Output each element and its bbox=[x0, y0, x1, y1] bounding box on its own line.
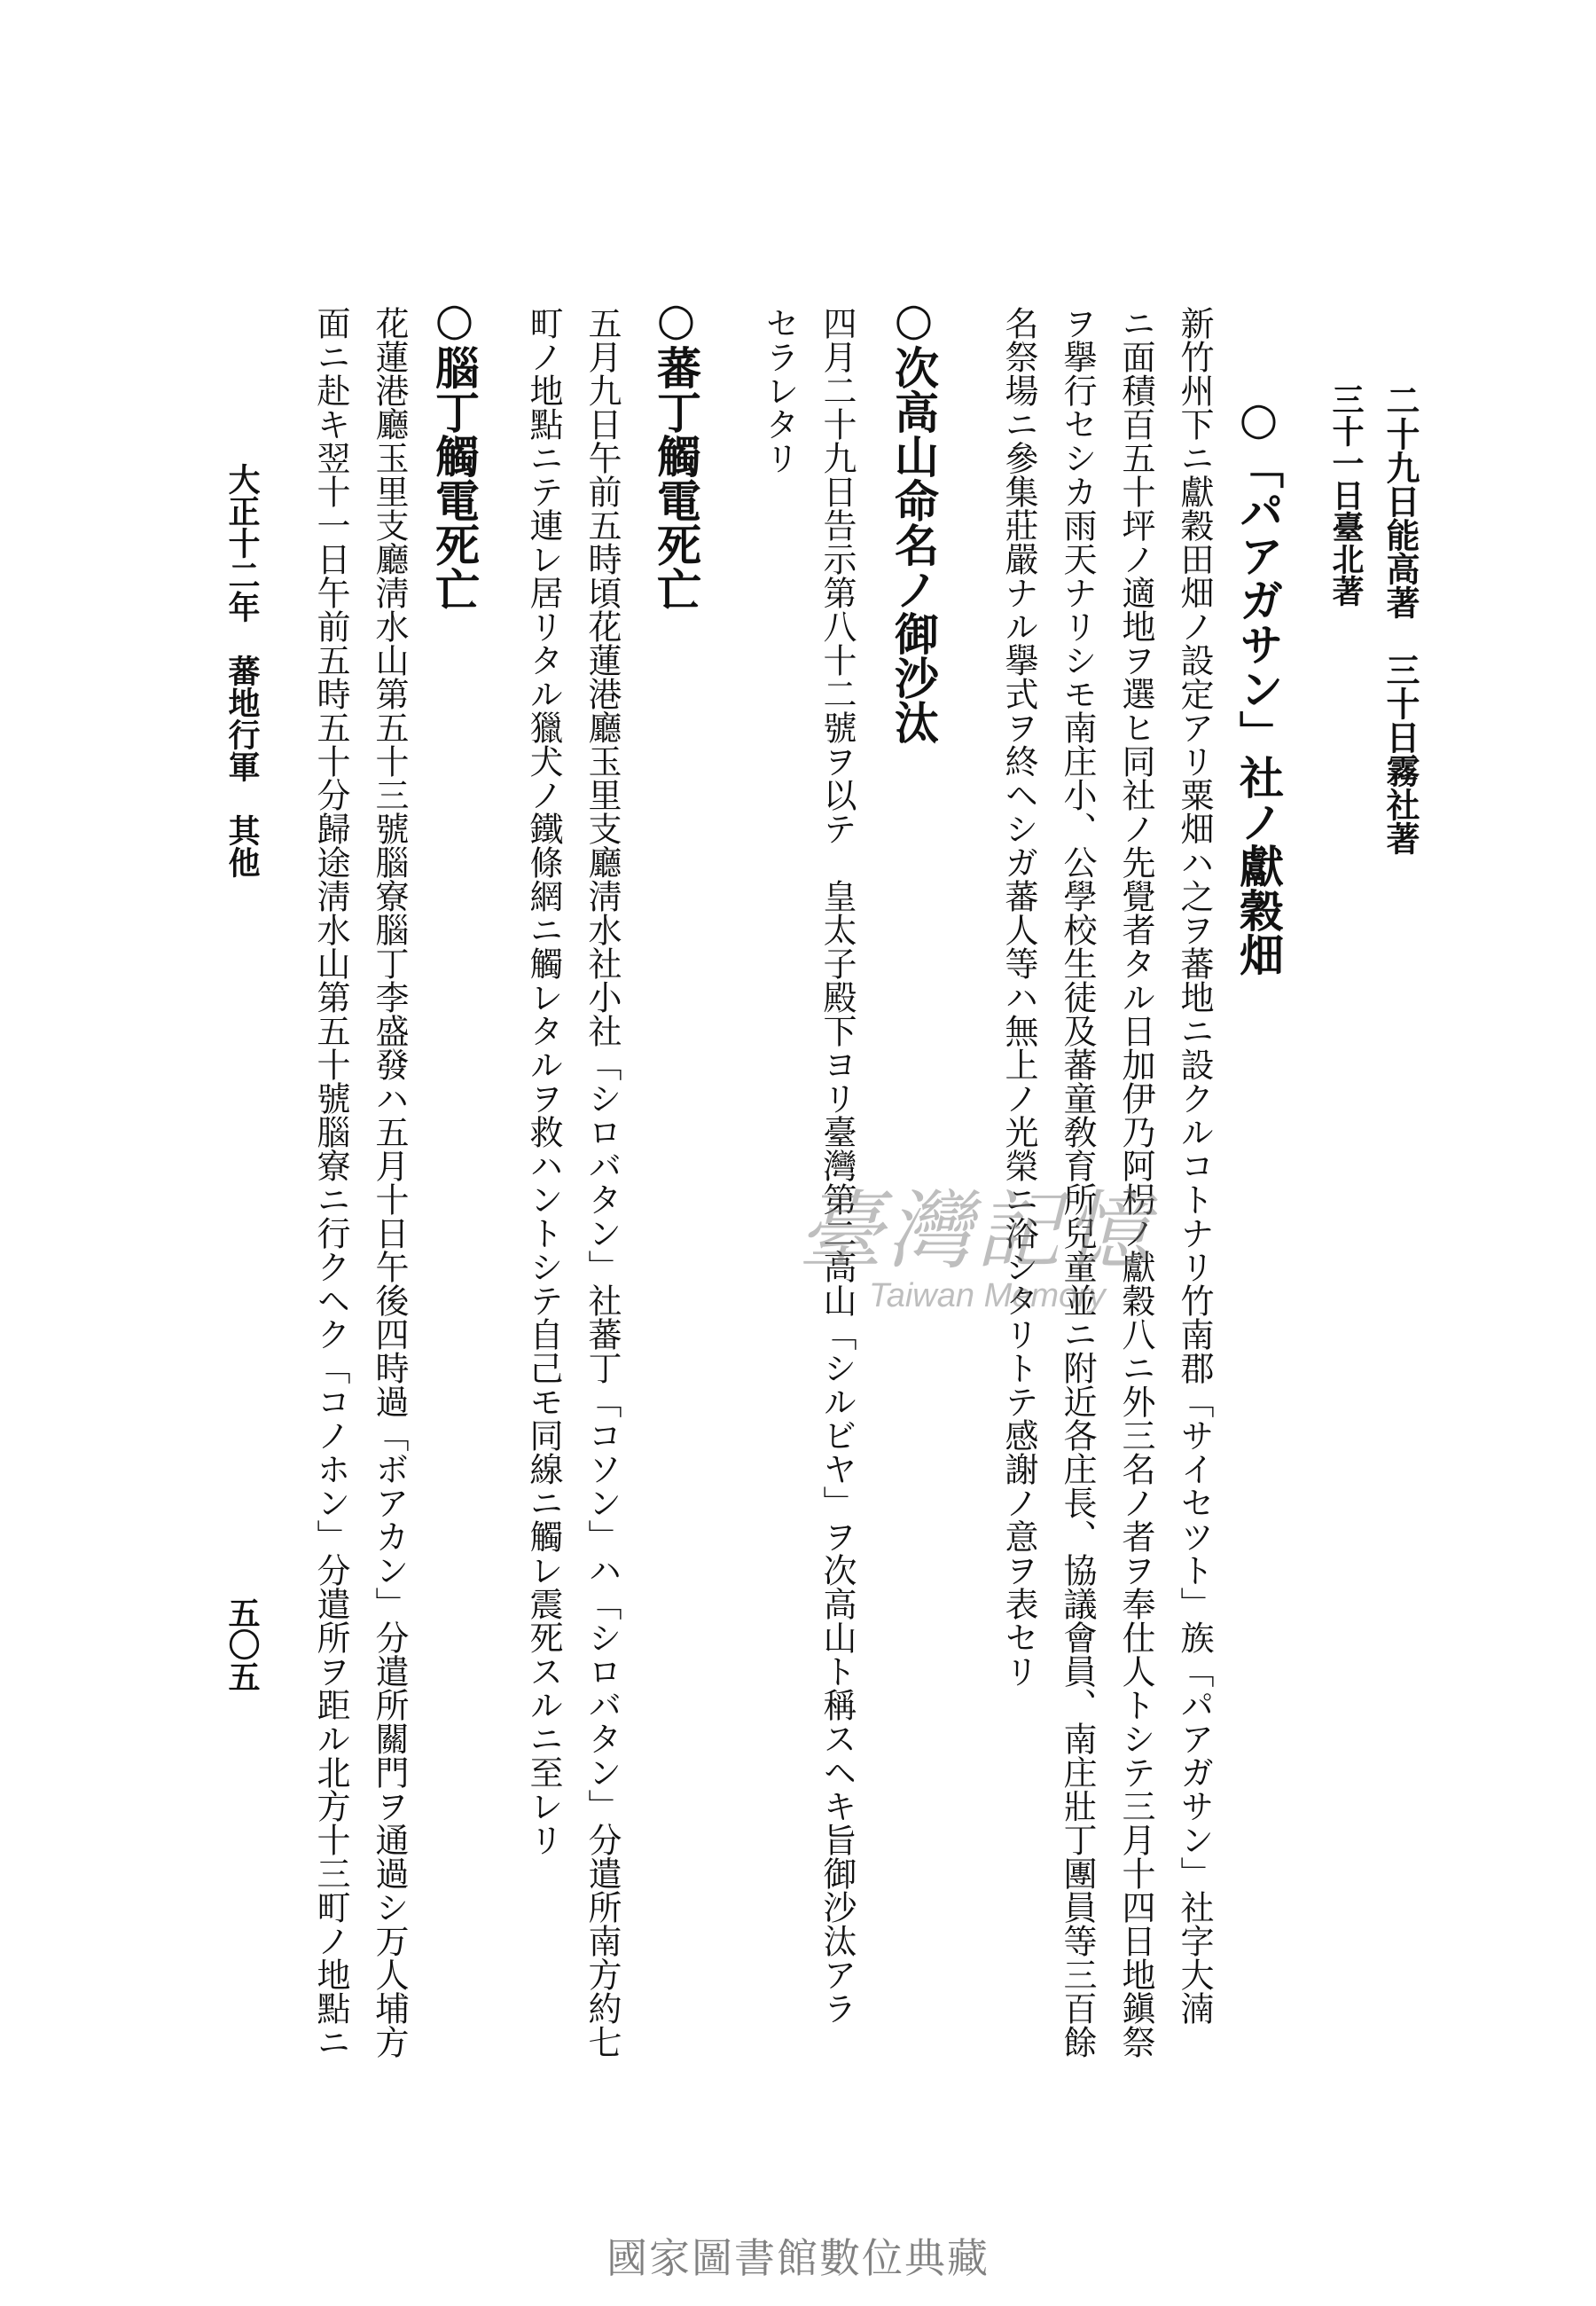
section-title-jikotakayama: ○次高山命名ノ御沙汰 bbox=[888, 293, 940, 744]
library-stamp: 國家圖書館數位典藏 bbox=[606, 2234, 990, 2282]
section-title-notei: ○腦丁觸電死亡 bbox=[428, 293, 481, 611]
jikotakayama-text-line2: セラレタリ bbox=[760, 306, 799, 475]
bantei-text-line2: 町ノ地點ニテ連レ居リタル獵犬ノ鐵條網ニ觸レタルヲ救ハントシテ自己モ同線ニ觸レ震死スルニ至レリ bbox=[524, 306, 563, 1856]
page-number: 五〇五 bbox=[223, 1596, 261, 1692]
header-dates-line1: 二十九日能高著 三十日霧社著 bbox=[1381, 383, 1420, 855]
running-footer-title: 大正十二年 蕃地行軍 其他 bbox=[223, 463, 261, 878]
watermark-chinese: 臺灣記憶 bbox=[798, 1181, 1153, 1281]
notei-text-line1: 花蓮港廳玉里支廳淸水山第五十三號腦寮腦丁李盛發ハ五月十日午後四時過「ボアカン」分遣所關門ヲ通過シ万人埔方 bbox=[370, 306, 409, 2059]
watermark-logo bbox=[798, 1181, 1153, 1315]
watermark-english: Taiwan Memory bbox=[869, 1277, 1106, 1314]
notei-text-line2: 面ニ赴キ翌十一日午前五時五十分歸途淸水山第五十號腦寮ニ行クヘク「コノホン」分遣所ヲ距ル北方十三町ノ地點ニ bbox=[311, 306, 350, 2059]
jikotakayama-text-line1: 四月二十九日告示第八十二號ヲ以テ 皇太子殿下ヨリ臺灣第二高山「シルビヤ」ヲ次高山ト稱スヘキ旨御沙汰アラ bbox=[818, 306, 857, 2025]
paagasan-text-line1: 新竹州下ニ獻穀田畑ノ設定アリ粟畑ハ之ヲ蕃地ニ設クルコトナリ竹南郡「サイセツト」族「パアガサン」社字大湳 bbox=[1175, 306, 1214, 2025]
bantei-text-line1: 五月九日午前五時頃花蓮港廳玉里支廳淸水社小社「シロバタン」社蕃丁「コソン」ハ「シロバタン」分遣所南方約七 bbox=[583, 306, 622, 2059]
paagasan-text-line2: ニ面積百五十坪ノ適地ヲ選ヒ同社ノ先覺者タル日加伊乃阿枴ノ獻穀八ニ外三名ノ者ヲ奉仕人トシテ三月十四日地鎭祭 bbox=[1116, 306, 1155, 2059]
header-dates-line2: 三十一日臺北著 bbox=[1327, 383, 1365, 607]
section-title-bantei: ○蕃丁觸電死亡 bbox=[650, 293, 702, 611]
paagasan-text-line3: ヲ擧行セシカ雨天ナリシモ南庄小、公學校生徒及蕃童敎育所兒童並ニ附近各庄長、協議會員、南庄壯丁團員等三百餘 bbox=[1058, 306, 1097, 2059]
section-title-paagasan: ○「パアガサン」社ノ獻穀畑 bbox=[1232, 392, 1285, 977]
paagasan-text-line4: 名祭場ニ參集莊嚴ナル擧式ヲ終ヘシガ蕃人等ハ無上ノ光榮ニ浴シタリトテ感謝ノ意ヲ表セリ bbox=[999, 306, 1038, 1688]
